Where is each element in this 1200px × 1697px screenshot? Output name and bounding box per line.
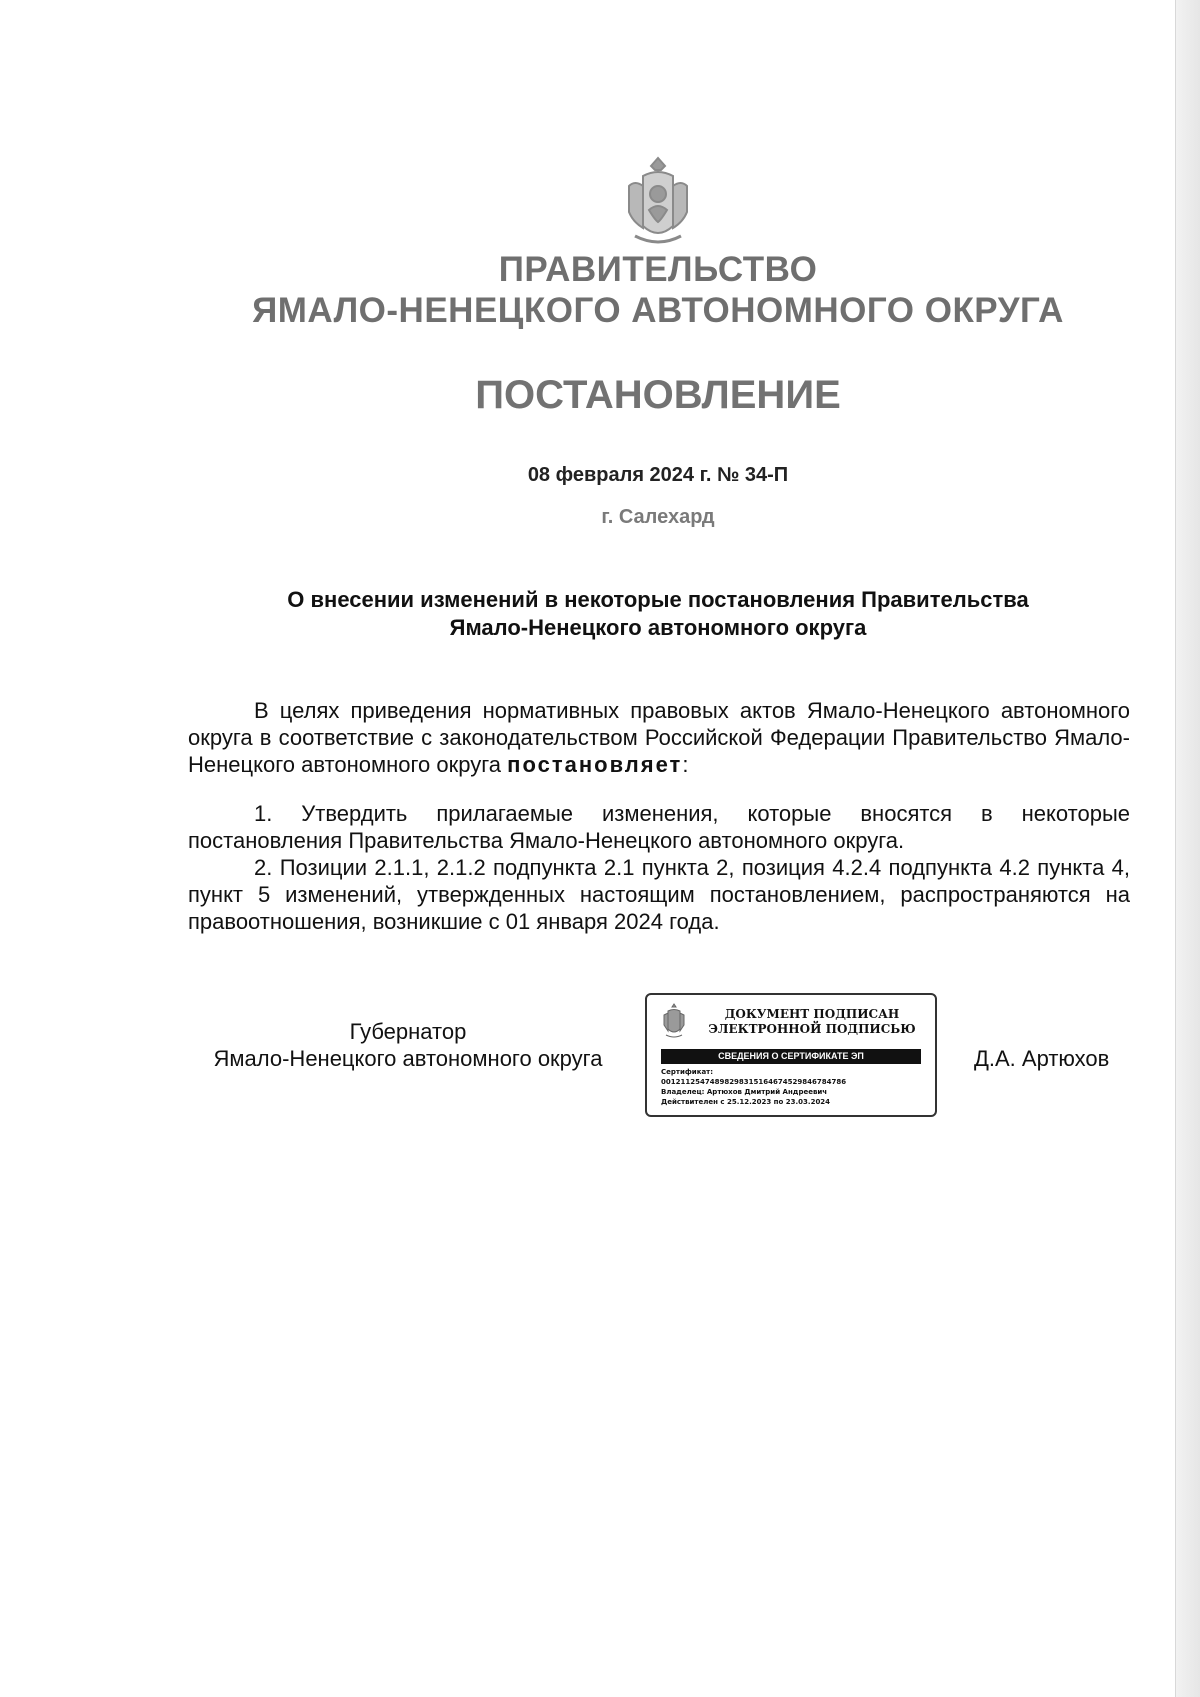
stamp-owner: Владелец: Артюхов Дмитрий Андреевич <box>661 1088 828 1096</box>
intro-end: : <box>682 752 689 777</box>
signer-title <box>188 1018 628 1072</box>
stamp-certificate-info <box>661 1067 931 1107</box>
document-date-number: 08 февраля 2024 г. № 34-П <box>527 464 789 486</box>
document-heading <box>0 586 1200 642</box>
stamp-title-line-2: ЭЛЕКТРОННОЙ ПОДПИСЬЮ <box>708 1022 916 1036</box>
signer-name: Д.А. Артюхов <box>974 1046 1110 1071</box>
stamp-cert-label: Сертификат: <box>661 1068 714 1076</box>
list-item: 1. Утвердить прилагаемые изменения, которые вносятся в некоторые постановления Правительства Ямало-Ненецкого автономного округа. <box>188 801 1130 853</box>
document-city: г. Салехард <box>601 506 715 528</box>
government-region: ЯМАЛО-НЕНЕЦКОГО АВТОНОМНОГО ОКРУГА <box>252 291 1064 330</box>
heading-line-1: О внесении изменений в некоторые постановления Правительства <box>287 587 1029 612</box>
heading-line-2: Ямало-Ненецкого автономного округа <box>449 615 867 640</box>
document-type: ПОСТАНОВЛЕНИЕ <box>475 373 841 417</box>
signer-region: Ямало-Ненецкого автономного округа <box>213 1046 603 1071</box>
stamp-cert-value: 00121125474898298315164674529846784786 <box>661 1078 847 1086</box>
coat-of-arms-icon <box>621 156 695 250</box>
coat-of-arms-icon <box>663 1003 685 1039</box>
stamp-title-line-1: ДОКУМЕНТ ПОДПИСАН <box>724 1007 900 1021</box>
intro-emphasis: постановляет <box>507 752 683 777</box>
intro-paragraph <box>188 697 1130 778</box>
stamp-validity: Действителен с 25.12.2023 по 23.03.2024 <box>661 1098 831 1106</box>
stamp-title <box>687 1007 937 1037</box>
items-list <box>188 800 1130 935</box>
stamp-certificate-bar: СВЕДЕНИЯ О СЕРТИФИКАТЕ ЭП <box>661 1049 921 1064</box>
electronic-signature-stamp <box>645 993 937 1117</box>
intro-text: В целях приведения нормативных правовых актов Ямало-Ненецкого автономного округа в соответствие с законодательством Российской Федерации Правительство Ямало-Ненецкого автономного округа <box>188 698 1130 777</box>
list-item: 2. Позиции 2.1.1, 2.1.2 подпункта 2.1 пункта 2, позиция 4.2.4 подпункта 4.2 пункта 4, пункт 5 изменений, утвержденных настоящим постановлением, распространяются на правоотношения, возникшие с 01 января 2024 года. <box>188 855 1130 934</box>
signer-position: Губернатор <box>349 1019 467 1044</box>
government-name: ПРАВИТЕЛЬСТВО <box>498 250 818 289</box>
